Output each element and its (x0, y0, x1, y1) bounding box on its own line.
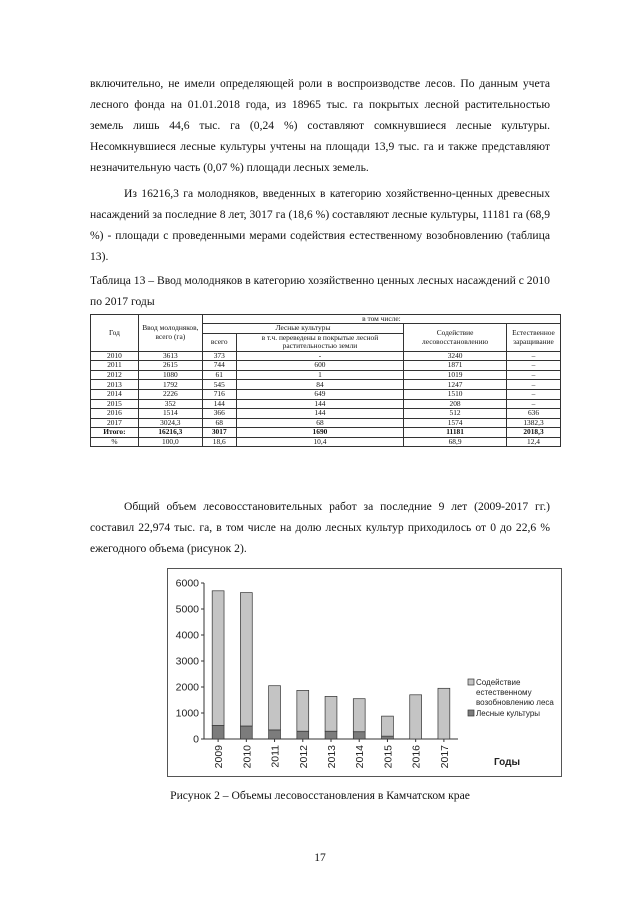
table-percent-row: % 100,0 18,6 10,4 68,9 12,4 (91, 437, 561, 447)
bar-cultures-2009 (212, 725, 224, 739)
header-total: Ввод молодняков, всего (га) (138, 315, 202, 352)
paragraph-2: Из 16216,3 га молодняков, введенных в категорию хозяйственно-ценных древесных насаждений за последние 8 лет, 3017 га (18,6 %) составляют лесные культуры, 11181 га (68,9 %) - площади с проведенными мерами содействия естественному возобновлению (таблица 13). (90, 187, 550, 263)
bar-assist-2015 (382, 716, 394, 736)
bar-cultures-2013 (325, 731, 337, 739)
bar-cultures-2014 (353, 732, 365, 739)
chart-svg (168, 569, 561, 776)
table-row: 2012 1080 61 1 1019 – (91, 370, 561, 380)
table-row: 2013 1792 545 84 1247 – (91, 380, 561, 390)
paragraph-1: включительно, не имели определяющей роли в воспроизводстве лесов. По данным учета лесного фонда на 01.01.2018 года, из 18965 тыс. га покрытых лесной растительностью земель лишь 44,6 тыс. га (0,24 %) составляют сомкнувшиеся лесные культуры. Несомкнувшиеся лесные культуры учтены на площади 13,9 тыс. га и также представляют незначительную часть (0,07 %) площади лесных земель. (90, 77, 550, 174)
bar-cultures-2012 (297, 731, 309, 739)
y-tick-label: 5000 (175, 603, 199, 616)
bar-assist-2013 (325, 696, 337, 731)
bar-assist-2016 (410, 695, 422, 739)
table-row: 2011 2615 744 600 1871 – (91, 361, 561, 371)
x-axis-label: Годы (494, 757, 521, 768)
chart-figure-2 (167, 568, 562, 777)
header-cultures: Лесные культуры (202, 324, 403, 333)
x-tick-label: 2013 (326, 745, 338, 769)
bar-assist-2017 (438, 688, 450, 739)
y-tick-label: 2000 (175, 681, 199, 694)
bar-cultures-2011 (269, 730, 281, 739)
y-tick-label: 1000 (175, 707, 199, 720)
bar-assist-2011 (269, 686, 281, 730)
legend-label-cultures: Лесные культуры (476, 709, 541, 718)
header-assist: Содействие лесовосстановлению (404, 324, 507, 351)
bar-assist-2010 (240, 593, 252, 726)
bar-assist-2012 (297, 690, 309, 731)
header-natural: Естественное заращивание (507, 324, 561, 351)
table-row: 2010 3613 373 - 3240 – (91, 351, 561, 361)
legend-swatch-assist (468, 679, 474, 685)
x-tick-label: 2017 (438, 745, 451, 769)
table-row: 2017 3024,3 68 68 1574 1382,3 (91, 418, 561, 428)
x-tick-label: 2014 (354, 745, 367, 769)
x-tick-label: 2012 (297, 745, 310, 769)
header-year: Год (91, 315, 139, 352)
page-number: 17 (314, 851, 326, 864)
table-total-row: Итого: 16216,3 3017 1690 11181 2018,3 (91, 428, 561, 437)
legend-swatch-cultures (468, 710, 474, 716)
x-tick-label: 2016 (410, 745, 423, 769)
y-tick-label: 3000 (175, 655, 199, 668)
header-cultures-all: всего (202, 333, 236, 351)
header-cultures-converted: в т.ч. переведены в покрытые лесной растительностью земли (236, 333, 403, 351)
paragraph-3: Общий объем лесовосстановительных работ за последние 9 лет (2009-2017 гг.) составил 22,974 тыс. га, в том числе на долю лесных культур приходилось от 0 до 22,6 % ежегодного объема (рисунок 2). (90, 500, 550, 555)
x-tick-label: 2015 (382, 745, 395, 769)
bar-assist-2009 (212, 591, 224, 726)
bar-cultures-2010 (240, 726, 252, 739)
y-tick-label: 4000 (175, 629, 199, 642)
x-tick-label: 2009 (213, 745, 226, 769)
table-row: 2014 2226 716 649 1510 – (91, 390, 561, 400)
table-caption: Таблица 13 – Ввод молодняков в категорию хозяйственно ценных лесных насаждений с 2010 по 2017 годы (90, 274, 550, 308)
table-row: 2016 1514 366 144 512 636 (91, 409, 561, 419)
y-tick-label: 6000 (175, 577, 199, 590)
figure-caption: Рисунок 2 – Объемы лесовосстановления в Камчатском крае (170, 789, 470, 802)
x-tick-label: 2011 (269, 745, 282, 768)
table-13 (90, 314, 561, 447)
y-tick-label: 0 (193, 733, 199, 746)
header-including: в том числе: (202, 315, 560, 324)
table-row: 2015 352 144 144 208 – (91, 399, 561, 409)
x-tick-label: 2010 (241, 745, 254, 769)
legend-label-assist: Содействие естественному возобновлению леса (476, 678, 554, 707)
bar-assist-2014 (353, 699, 365, 732)
bar-cultures-2015 (382, 736, 394, 739)
